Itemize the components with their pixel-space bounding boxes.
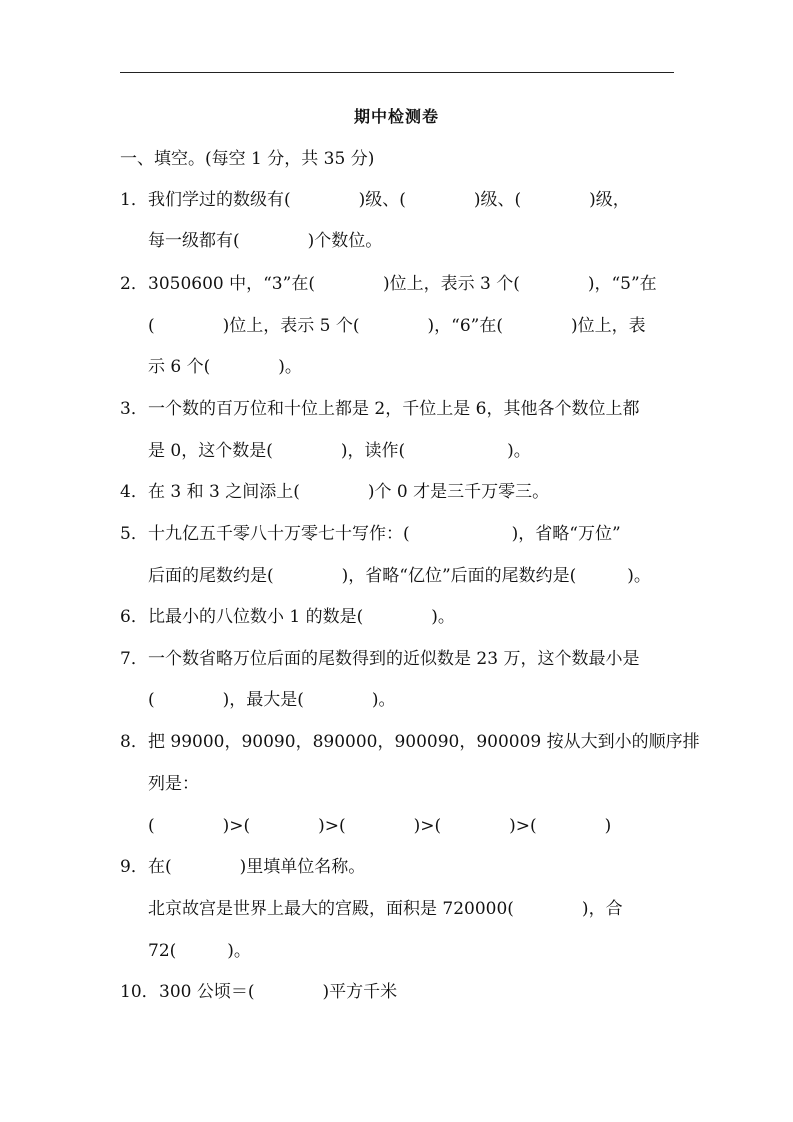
question-number-7: 7． bbox=[120, 649, 148, 669]
question-5-line-2: 后面的尾数约是( )，省略“亿位”后面的尾数约是( )。 bbox=[148, 566, 651, 586]
question-5-line-1: 十九亿五千零八十万零七十写作：( )，省略“万位” bbox=[148, 524, 621, 544]
question-number-2: 2． bbox=[120, 274, 148, 294]
question-number-5: 5． bbox=[120, 524, 148, 544]
question-8-line-2: 列是： bbox=[148, 774, 199, 794]
question-6-line-1: 比最小的八位数小 1 的数是( )。 bbox=[148, 607, 455, 627]
question-number-3: 3． bbox=[120, 399, 148, 419]
question-7-line-2: ( )，最大是( )。 bbox=[148, 690, 396, 710]
question-8-line-1: 把 99000，90090，890000，900090，900009 按从大到小的顺序排 bbox=[148, 732, 700, 752]
question-9-line-2: 北京故宫是世界上最大的宫殿，面积是 720000( )，合 bbox=[148, 899, 623, 919]
question-7-line-1: 一个数省略万位后面的尾数得到的近似数是 23 万，这个数最小是 bbox=[148, 649, 640, 669]
question-2-line-2: ( )位上，表示 5 个( )，“6”在( )位上，表 bbox=[148, 316, 646, 336]
question-number-4: 4． bbox=[120, 482, 148, 502]
question-2-line-1: 3050600 中，“3”在( )位上，表示 3 个( )，“5”在 bbox=[148, 274, 657, 294]
question-2-line-3: 示 6 个( )。 bbox=[148, 357, 302, 377]
section-heading: 一、填空。(每空 1 分，共 35 分) bbox=[120, 149, 375, 169]
question-number-6: 6． bbox=[120, 607, 148, 627]
question-number-8: 8． bbox=[120, 732, 148, 752]
question-3-line-1: 一个数的百万位和十位上都是 2，千位上是 6，其他各个数位上都 bbox=[148, 399, 640, 419]
page-title: 期中检测卷 bbox=[353, 107, 439, 126]
question-4-line-1: 在 3 和 3 之间添上( )个 0 才是三千万零三。 bbox=[148, 482, 550, 502]
question-9-line-1: 在( )里填单位名称。 bbox=[148, 857, 366, 877]
question-10-line-1: 300 公顷＝( )平方千米 bbox=[159, 982, 398, 1002]
question-9-line-3: 72( )。 bbox=[148, 941, 251, 961]
header-rule bbox=[120, 72, 674, 73]
question-3-line-2: 是 0，这个数是( )，读作( )。 bbox=[148, 441, 531, 461]
question-8-line-3: ( )>( )>( )>( )>( ) bbox=[148, 816, 612, 836]
question-number-9: 9． bbox=[120, 857, 148, 877]
question-number-1: 1． bbox=[120, 190, 148, 210]
question-1-line-2: 每一级都有( )个数位。 bbox=[148, 231, 383, 251]
question-number-10: 10． bbox=[120, 982, 159, 1002]
question-1-line-1: 我们学过的数级有( )级、( )级、( )级， bbox=[148, 190, 630, 210]
